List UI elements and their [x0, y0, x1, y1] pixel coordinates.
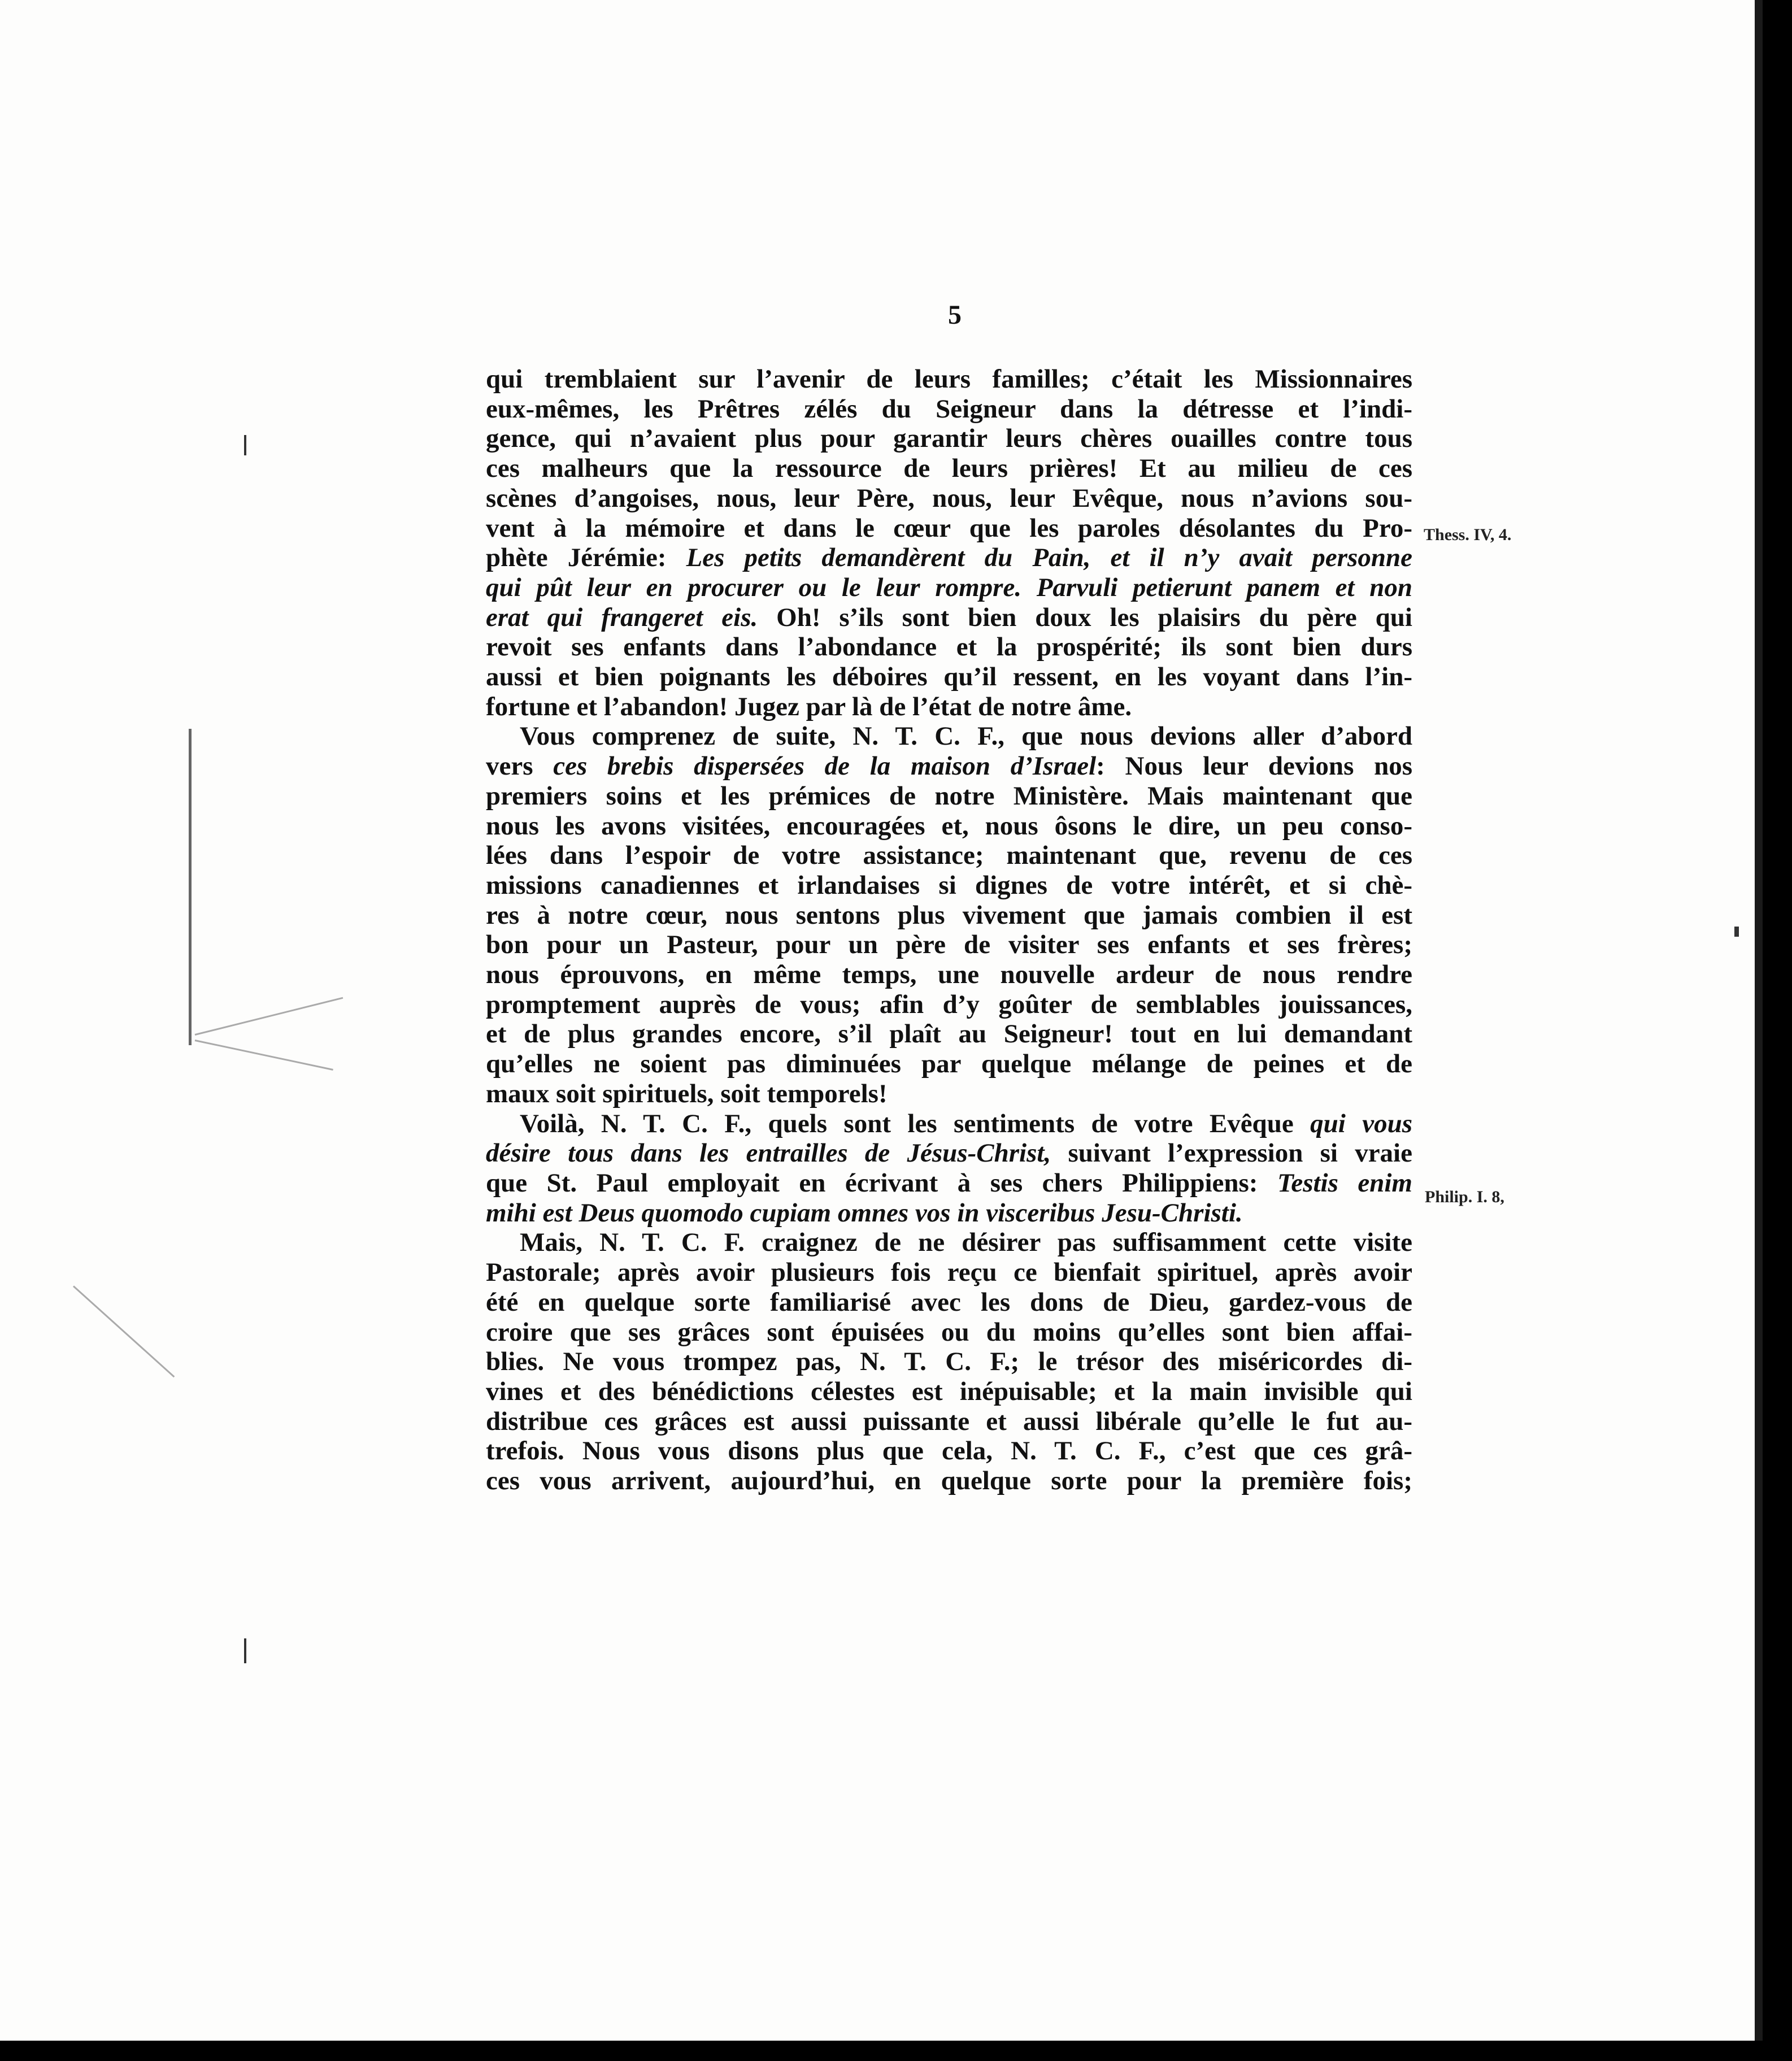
- pencil-bracket: [189, 729, 192, 1045]
- italic-text: erat qui frangeret eis.: [486, 602, 758, 632]
- roman-text: Mais, N. T. C. F. craignez de ne désirer pas suffisamment cette visite: [520, 1228, 1412, 1258]
- roman-text: croire que ses grâces sont épuisées ou du moins qu’elles sont bien affai-: [486, 1317, 1412, 1347]
- roman-text: ces malheurs que la ressource de leurs prières! Et au milieu de ces: [486, 454, 1412, 484]
- text-line: [486, 424, 1412, 454]
- text-line: [486, 514, 1412, 543]
- roman-text: missions canadiennes et irlandaises si dignes de votre intérêt, et si chè-: [486, 870, 1412, 900]
- text-line: [486, 1407, 1412, 1437]
- pencil-stroke: [195, 997, 343, 1036]
- roman-text: Oh! s’ils sont bien doux les plaisirs du père qui: [758, 602, 1412, 632]
- roman-text: aussi et bien poignants les déboires qu’il ressent, en les voyant dans l’in-: [486, 662, 1412, 692]
- text-line: [486, 1138, 1412, 1168]
- text-line: [486, 1079, 1412, 1109]
- text-line: [486, 1288, 1412, 1318]
- roman-text: gence, qui n’avaient plus pour garantir leurs chères ouailles contre tous: [486, 424, 1412, 454]
- text-line: [486, 990, 1412, 1020]
- text-line: [486, 1049, 1412, 1079]
- roman-text: et de plus grandes encore, s’il plaît au Seigneur! tout en lui demandant: [486, 1019, 1412, 1049]
- roman-text: distribue ces grâces est aussi puissante et aussi libérale qu’elle le fut au-: [486, 1406, 1412, 1436]
- roman-text: ces vous arrivent, aujourd’hui, en quelque sorte pour la première fois;: [486, 1466, 1412, 1496]
- text-line: [486, 484, 1412, 514]
- roman-text: eux-mêmes, les Prêtres zélés du Seigneur dans la détresse et l’indi-: [486, 394, 1412, 424]
- margin-note-philip: Philip. I. 8,: [1425, 1188, 1504, 1206]
- text-line: [486, 901, 1412, 931]
- text-line: [486, 603, 1412, 633]
- roman-text: premiers soins et les prémices de notre Ministère. Mais maintenant que: [486, 781, 1412, 811]
- text-line: [486, 930, 1412, 960]
- italic-text: désire tous dans les entrailles de Jésus-Christ,: [486, 1138, 1051, 1168]
- body-text: [486, 364, 1412, 1496]
- roman-text: que St. Paul employait en écrivant à ses chers Philippiens:: [486, 1168, 1277, 1198]
- pencil-stroke: [195, 1040, 333, 1071]
- text-line: [486, 960, 1412, 990]
- roman-text: vent à la mémoire et dans le cœur que les paroles désolantes du Pro-: [486, 513, 1412, 543]
- text-line: [486, 1198, 1412, 1228]
- text-line: [486, 1019, 1412, 1049]
- roman-text: été en quelque sorte familiarisé avec les dons de Dieu, gardez-vous de: [486, 1287, 1412, 1317]
- roman-text: phète Jérémie:: [486, 543, 686, 573]
- roman-text: qui tremblaient sur l’avenir de leurs familles; c’était les Missionnaires: [486, 364, 1412, 394]
- text-line: [486, 632, 1412, 662]
- text-line: [486, 1109, 1412, 1139]
- roman-text: qu’elles ne soient pas diminuées par quelque mélange de peines et de: [486, 1049, 1412, 1079]
- roman-text: maux soit spirituels, soit temporels!: [486, 1079, 888, 1108]
- text-line: [486, 871, 1412, 901]
- text-line: [486, 781, 1412, 811]
- text-line: [486, 692, 1412, 722]
- page-number: 5: [948, 300, 962, 330]
- text-line: [486, 1228, 1412, 1258]
- roman-text: bon pour un Pasteur, pour un père de visiter ses enfants et ses frères;: [486, 930, 1412, 960]
- italic-text: qui pût leur en procurer ou le leur rompre. Parvuli petierunt panem et non: [486, 572, 1412, 602]
- scan-mark: [1734, 927, 1739, 937]
- pencil-stroke: [73, 1285, 175, 1377]
- text-line: [486, 364, 1412, 394]
- text-line: [486, 394, 1412, 424]
- roman-text: scènes d’angoises, nous, leur Père, nous, leur Evêque, nous n’avions sou-: [486, 483, 1412, 513]
- italic-text: mihi est Deus quomodo cupiam omnes vos in visceribus Jesu-Christi.: [486, 1198, 1243, 1228]
- text-line: [486, 721, 1412, 751]
- roman-text: nous les avons visitées, encouragées et, nous ôsons le dire, un peu conso-: [486, 811, 1412, 841]
- scan-mark: [244, 1638, 246, 1663]
- roman-text: vers: [486, 751, 554, 781]
- roman-text: fortune et l’abandon! Jugez par là de l’état de notre âme.: [486, 692, 1132, 721]
- roman-text: : Nous leur devions nos: [1096, 751, 1412, 781]
- italic-text: Les petits demandèrent du Pain, et il n’y avait personne: [686, 543, 1412, 573]
- roman-text: vines et des bénédictions célestes est inépuisable; et la main invisible qui: [486, 1376, 1412, 1406]
- scan-mark: [244, 435, 246, 455]
- italic-text: ces brebis dispersées de la maison d’Israel: [553, 751, 1097, 781]
- text-line: [486, 811, 1412, 841]
- roman-text: Vous comprenez de suite, N. T. C. F., que nous devions aller d’abord: [520, 721, 1412, 751]
- roman-text: lées dans l’espoir de votre assistance; maintenant que, revenu de ces: [486, 841, 1412, 871]
- text-line: [486, 662, 1412, 692]
- text-line: [486, 751, 1412, 781]
- roman-text: blies. Ne vous trompez pas, N. T. C. F.; le trésor des miséricordes di-: [486, 1347, 1412, 1377]
- margin-note-thess: Thess. IV, 4.: [1424, 525, 1512, 544]
- roman-text: Pastorale; après avoir plusieurs fois reçu ce bienfait spirituel, après avoir: [486, 1258, 1412, 1288]
- text-line: [486, 454, 1412, 484]
- text-line: [486, 573, 1412, 603]
- text-line: [486, 1347, 1412, 1377]
- text-line: [486, 841, 1412, 871]
- text-line: [486, 1168, 1412, 1198]
- text-line: [486, 1318, 1412, 1347]
- roman-text: trefois. Nous vous disons plus que cela, N. T. C. F., c’est que ces grâ-: [486, 1436, 1412, 1466]
- text-line: [486, 1258, 1412, 1288]
- roman-text: promptement auprès de vous; afin d’y goûter de semblables jouissances,: [486, 989, 1412, 1019]
- roman-text: revoit ses enfants dans l’abondance et la prospérité; ils sont bien durs: [486, 632, 1412, 662]
- text-line: [486, 543, 1412, 573]
- text-line: [486, 1466, 1412, 1496]
- roman-text: suivant l’expression si vraie: [1051, 1138, 1412, 1168]
- text-line: [486, 1436, 1412, 1466]
- italic-text: Testis enim: [1277, 1168, 1412, 1198]
- roman-text: res à notre cœur, nous sentons plus vivement que jamais combien il est: [486, 900, 1412, 930]
- italic-text: qui vous: [1310, 1108, 1412, 1138]
- roman-text: nous éprouvons, en même temps, une nouvelle ardeur de nous rendre: [486, 960, 1412, 990]
- text-line: [486, 1377, 1412, 1407]
- roman-text: Voilà, N. T. C. F., quels sont les sentiments de votre Evêque: [520, 1108, 1311, 1138]
